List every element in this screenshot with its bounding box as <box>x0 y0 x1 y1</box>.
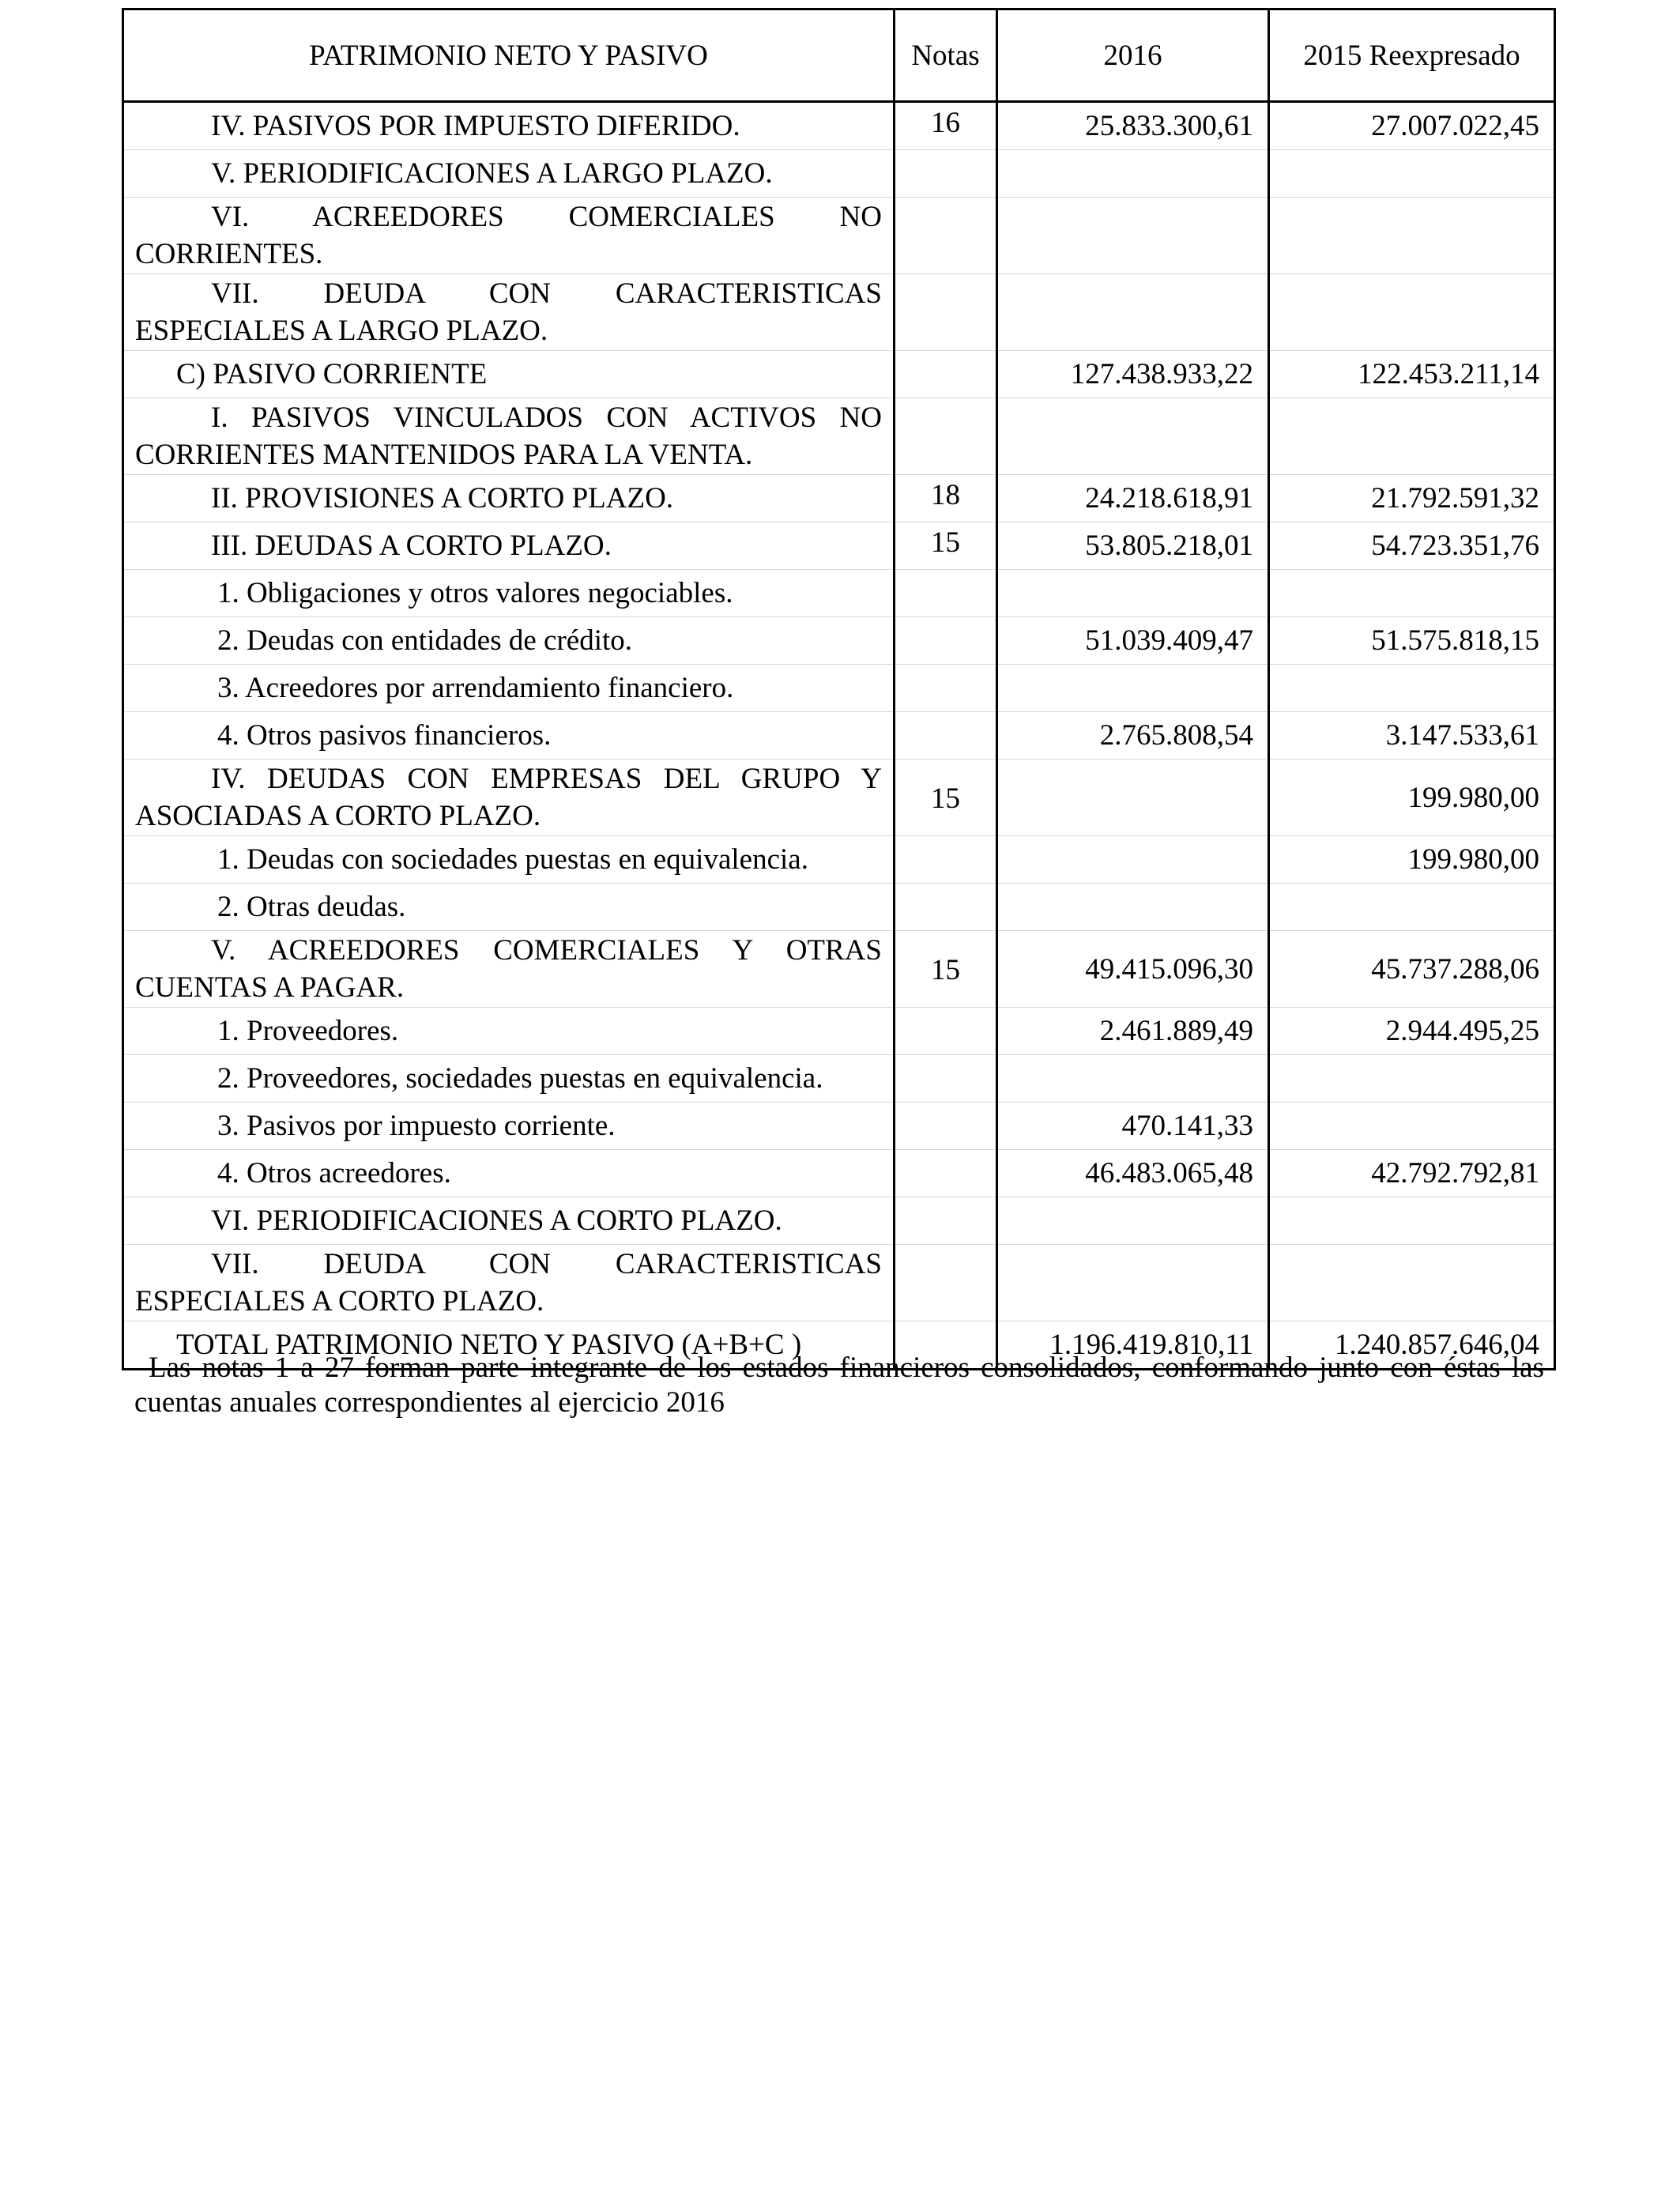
table-row <box>123 617 1555 665</box>
header-concept: PATRIMONIO NETO Y PASIVO <box>123 9 895 102</box>
row-value-2015 <box>1269 1245 1555 1321</box>
table-row <box>123 1197 1555 1245</box>
row-value-2016: 24.218.618,91 <box>997 475 1269 522</box>
row-notas <box>895 1008 997 1055</box>
total-value-2015: 1.240.857.646,04 <box>1269 1321 1555 1370</box>
row-notas <box>895 351 997 398</box>
row-concept: VI. ACREEDORES COMERCIALES NO CORRIENTES. <box>123 198 895 274</box>
row-value-2015 <box>1269 398 1555 475</box>
row-value-2016: 46.483.065,48 <box>997 1150 1269 1197</box>
table-row <box>123 150 1555 198</box>
table-header-row <box>123 9 1555 102</box>
row-notas <box>895 712 997 760</box>
row-notas <box>895 617 997 665</box>
row-notas <box>895 1103 997 1150</box>
balance-sheet-table <box>122 8 1556 1370</box>
row-notas <box>895 398 997 475</box>
row-notas <box>895 1055 997 1103</box>
row-value-2015 <box>1269 570 1555 617</box>
total-concept: TOTAL PATRIMONIO NETO Y PASIVO (A+B+C ) <box>123 1321 895 1370</box>
row-notas: 16 <box>895 102 997 150</box>
table-row <box>123 398 1555 475</box>
table-row <box>123 274 1555 351</box>
table-row <box>123 1103 1555 1150</box>
footnote-text: Las notas 1 a 27 forman parte integrante de los estados financieros consolidados, conformando junto con éstas las cuentas anuales correspondientes al ejercicio 2016 <box>134 1351 1544 1419</box>
row-notas: 15 <box>895 931 997 1008</box>
row-value-2016: 2.765.808,54 <box>997 712 1269 760</box>
row-value-2015: 42.792.792,81 <box>1269 1150 1555 1197</box>
row-concept: VII. DEUDA CON CARACTERISTICAS ESPECIALES A CORTO PLAZO. <box>123 1245 895 1321</box>
row-value-2015: 54.723.351,76 <box>1269 522 1555 570</box>
row-concept: 2. Proveedores, sociedades puestas en equivalencia. <box>123 1055 895 1103</box>
table-row <box>123 931 1555 1008</box>
row-value-2016 <box>997 570 1269 617</box>
row-notas <box>895 150 997 198</box>
row-notas <box>895 198 997 274</box>
row-concept: V. ACREEDORES COMERCIALES Y OTRAS CUENTAS A PAGAR. <box>123 931 895 1008</box>
row-value-2016 <box>997 150 1269 198</box>
row-value-2016 <box>997 274 1269 351</box>
row-value-2015: 45.737.288,06 <box>1269 931 1555 1008</box>
row-value-2016: 25.833.300,61 <box>997 102 1269 150</box>
row-value-2015 <box>1269 274 1555 351</box>
row-concept: IV. PASIVOS POR IMPUESTO DIFERIDO. <box>123 102 895 150</box>
header-2015: 2015 Reexpresado <box>1269 9 1555 102</box>
row-value-2016 <box>997 836 1269 884</box>
row-value-2016: 2.461.889,49 <box>997 1008 1269 1055</box>
row-value-2016: 470.141,33 <box>997 1103 1269 1150</box>
row-value-2015: 199.980,00 <box>1269 836 1555 884</box>
row-value-2016 <box>997 198 1269 274</box>
row-value-2016 <box>997 398 1269 475</box>
table-row <box>123 884 1555 931</box>
row-concept: IV. DEUDAS CON EMPRESAS DEL GRUPO Y ASOCIADAS A CORTO PLAZO. <box>123 760 895 836</box>
table-row <box>123 1008 1555 1055</box>
row-value-2015: 21.792.591,32 <box>1269 475 1555 522</box>
row-value-2015: 3.147.533,61 <box>1269 712 1555 760</box>
row-value-2016 <box>997 760 1269 836</box>
table-row <box>123 760 1555 836</box>
row-notas <box>895 1197 997 1245</box>
table-row <box>123 1055 1555 1103</box>
header-2016: 2016 <box>997 9 1269 102</box>
row-value-2015 <box>1269 1197 1555 1245</box>
row-value-2016 <box>997 884 1269 931</box>
row-concept: C) PASIVO CORRIENTE <box>123 351 895 398</box>
row-value-2015 <box>1269 1103 1555 1150</box>
row-concept: 4. Otros pasivos financieros. <box>123 712 895 760</box>
row-notas: 15 <box>895 760 997 836</box>
row-value-2015 <box>1269 884 1555 931</box>
table-row <box>123 836 1555 884</box>
row-notas <box>895 570 997 617</box>
row-value-2015: 122.453.211,14 <box>1269 351 1555 398</box>
row-concept: 3. Acreedores por arrendamiento financiero. <box>123 665 895 712</box>
table-row <box>123 198 1555 274</box>
table-row <box>123 522 1555 570</box>
row-value-2016: 53.805.218,01 <box>997 522 1269 570</box>
row-concept: III. DEUDAS A CORTO PLAZO. <box>123 522 895 570</box>
row-concept: 4. Otros acreedores. <box>123 1150 895 1197</box>
table-row <box>123 1245 1555 1321</box>
row-concept: 2. Deudas con entidades de crédito. <box>123 617 895 665</box>
row-concept: 3. Pasivos por impuesto corriente. <box>123 1103 895 1150</box>
row-notas <box>895 665 997 712</box>
row-concept: I. PASIVOS VINCULADOS CON ACTIVOS NO CORRIENTES MANTENIDOS PARA LA VENTA. <box>123 398 895 475</box>
row-value-2015: 2.944.495,25 <box>1269 1008 1555 1055</box>
row-value-2016 <box>997 665 1269 712</box>
row-value-2015 <box>1269 1055 1555 1103</box>
row-value-2015 <box>1269 150 1555 198</box>
row-value-2016: 127.438.933,22 <box>997 351 1269 398</box>
row-value-2016: 51.039.409,47 <box>997 617 1269 665</box>
row-value-2015 <box>1269 665 1555 712</box>
row-notas <box>895 1245 997 1321</box>
row-notas: 15 <box>895 522 997 570</box>
row-notas: 18 <box>895 475 997 522</box>
row-value-2015: 51.575.818,15 <box>1269 617 1555 665</box>
row-value-2015 <box>1269 198 1555 274</box>
total-value-2016: 1.196.419.810,11 <box>997 1321 1269 1370</box>
table-row <box>123 1150 1555 1197</box>
row-notas <box>895 1150 997 1197</box>
table-row <box>123 351 1555 398</box>
row-concept: 1. Deudas con sociedades puestas en equivalencia. <box>123 836 895 884</box>
row-value-2016 <box>997 1055 1269 1103</box>
row-value-2016 <box>997 1245 1269 1321</box>
row-notas <box>895 884 997 931</box>
row-concept: V. PERIODIFICACIONES A LARGO PLAZO. <box>123 150 895 198</box>
table-row <box>123 475 1555 522</box>
row-value-2015: 199.980,00 <box>1269 760 1555 836</box>
row-concept: II. PROVISIONES A CORTO PLAZO. <box>123 475 895 522</box>
row-value-2015: 27.007.022,45 <box>1269 102 1555 150</box>
table-row <box>123 712 1555 760</box>
table-row <box>123 102 1555 150</box>
row-concept: 1. Proveedores. <box>123 1008 895 1055</box>
table-row <box>123 570 1555 617</box>
header-notas: Notas <box>895 9 997 102</box>
row-concept: VII. DEUDA CON CARACTERISTICAS ESPECIALES A LARGO PLAZO. <box>123 274 895 351</box>
row-notas <box>895 274 997 351</box>
row-value-2016: 49.415.096,30 <box>997 931 1269 1008</box>
row-concept: VI. PERIODIFICACIONES A CORTO PLAZO. <box>123 1197 895 1245</box>
row-concept: 2. Otras deudas. <box>123 884 895 931</box>
row-notas <box>895 836 997 884</box>
row-value-2016 <box>997 1197 1269 1245</box>
table-row <box>123 665 1555 712</box>
row-concept: 1. Obligaciones y otros valores negociables. <box>123 570 895 617</box>
